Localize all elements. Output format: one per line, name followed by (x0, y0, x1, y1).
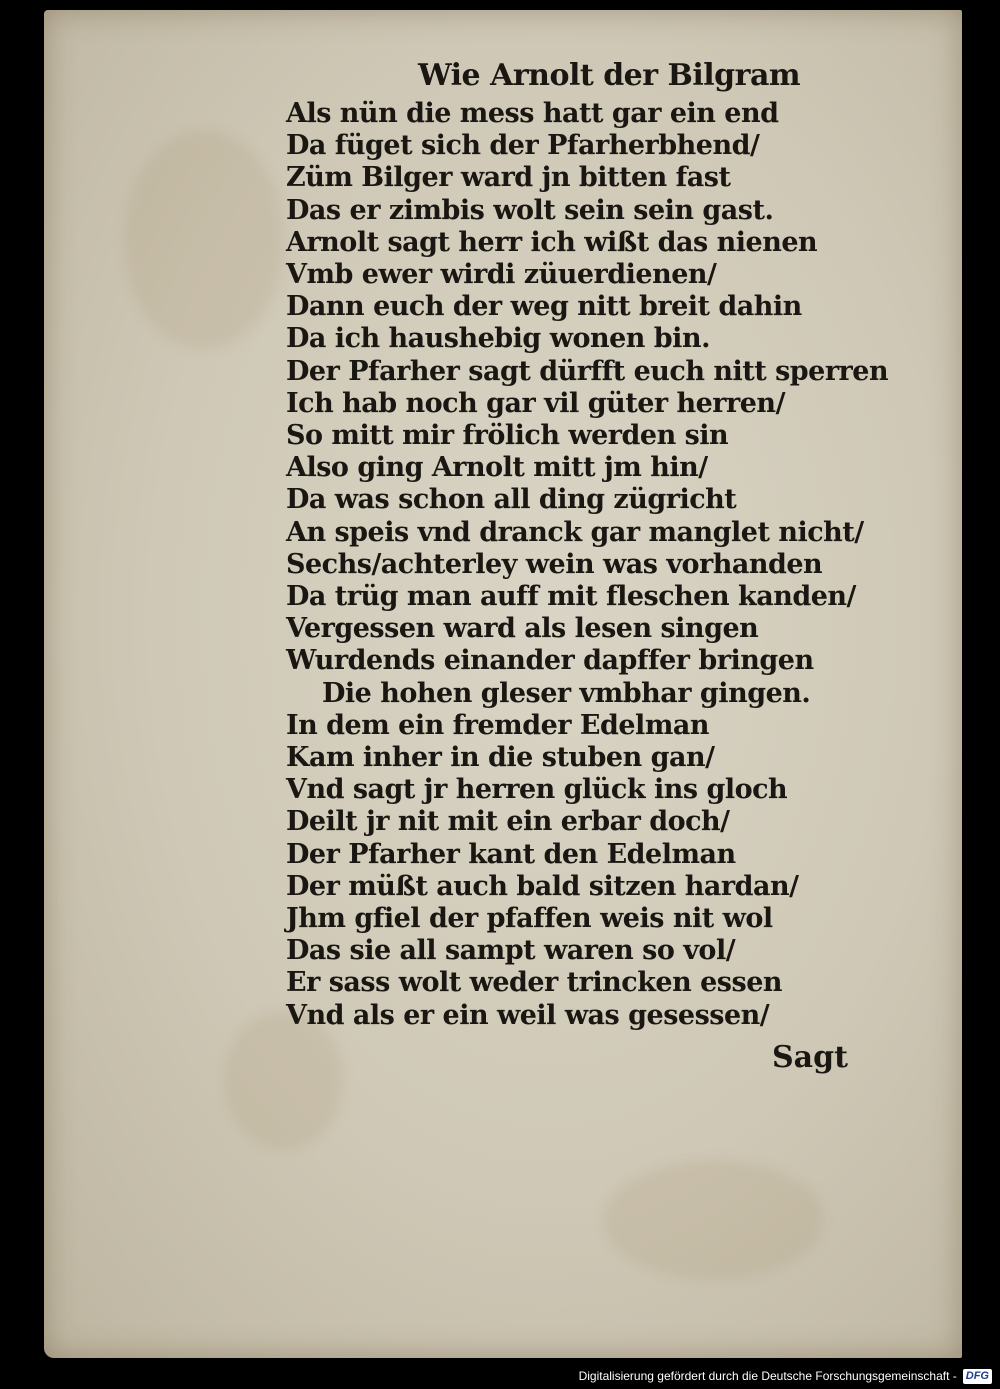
verse-line: Deilt jr nit mit ein erbar doch/ (286, 806, 730, 838)
verse-line: Der müßt auch bald sitzen hardan/ (286, 870, 799, 902)
verse-line: Dann euch der weg nitt breit dahin (286, 291, 802, 323)
verse-line: Wurdends einander dapffer bringen (286, 645, 814, 677)
verse-line: Er sass wolt weder trincken essen (286, 967, 783, 999)
verse-line: Da trüg man auff mit fleschen kanden/ (286, 581, 856, 613)
verse-line: Vmb ewer wirdi züuerdienen/ (286, 259, 717, 291)
verse-line: So mitt mir frölich werden sin (286, 420, 729, 452)
verse-line: In dem ein fremder Edelman (286, 709, 710, 741)
verse-line: Der Pfarher kant den Edelman (286, 838, 736, 870)
verse-line: Vnd als er ein weil was gesessen/ (286, 999, 770, 1031)
verse-line: Das sie all sampt waren so vol/ (286, 935, 736, 967)
verse-line: Arnolt sagt herr ich wißt das nienen (286, 226, 818, 258)
verse-line: Vergessen ward als lesen singen (286, 613, 759, 645)
running-head: Wie Arnolt der Bilgram (418, 58, 801, 93)
verse-line: Züm Bilger ward jn bitten fast (286, 162, 731, 194)
verse-line: Kam inher in die stuben gan/ (286, 742, 715, 774)
verse-line: Vnd sagt jr herren glück ins gloch (286, 774, 788, 806)
digitization-credit (579, 1365, 992, 1387)
verse-line: Da was schon all ding zügricht (286, 484, 737, 516)
paper-stain (604, 1160, 824, 1280)
verse-line: Jhm gfiel der pfaffen weis nit wol (286, 903, 773, 935)
verse-line: Da füget sich der Pfarherbhend/ (286, 130, 760, 162)
verse-line: Die hohen gleser vmbhar gingen. (322, 677, 811, 709)
verse-line: Als nün die mess hatt gar ein end (286, 98, 779, 129)
verse-line: Ich hab noch gar vil güter herren/ (286, 387, 785, 419)
catchword: Sagt (772, 1040, 848, 1075)
verse-text (286, 98, 889, 1032)
verse-line: Sechs/achterley wein was vorhanden (286, 548, 823, 580)
paper-stain (124, 130, 284, 350)
verse-line: Der Pfarher sagt dürfft euch nitt sperren (286, 355, 889, 387)
verse-line: Das er zimbis wolt sein sein gast. (286, 194, 774, 226)
verse-line: Also ging Arnolt mitt jm hin/ (286, 452, 708, 484)
dfg-logo-icon: DFG (963, 1369, 992, 1384)
credit-text: Digitalisierung gefördert durch die Deutsche Forschungsgemeinschaft - (578, 1369, 957, 1383)
verse-line: Da ich haushebig wonen bin. (286, 323, 710, 355)
verse-line: An speis vnd dranck gar manglet nicht/ (286, 516, 864, 548)
